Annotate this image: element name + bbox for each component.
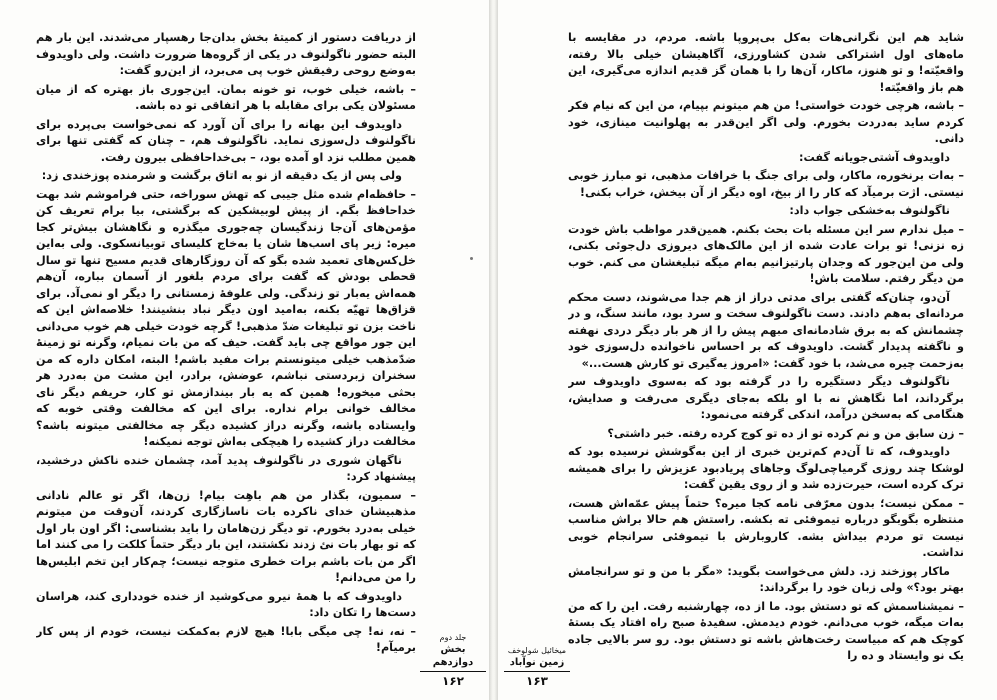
paragraph: ماکار پوزخند زد. دلش می‌خواست بگوید: «مگر با من و تو سرانجامش بهتر بود؟» ولی زبان خود را برگرداند: bbox=[568, 564, 964, 594]
book-gutter bbox=[489, 0, 498, 700]
paragraph: – ممکن نیست؛ بدون معرّفی نامه کجا میره؟ حتماً پیش عمّه‌اش هست، منتظره بگوبگو درباره تیموفئی ته بکشه. راستش هم حالا براش مناسب نیست تو مردم بیداش بشه. کاروبارش با تیموفئی سرانجام خوبی نداشت. bbox=[568, 496, 964, 559]
author-label: میخائیل شولوخف bbox=[507, 646, 567, 655]
paragraph: – نمیشناسمش که تو دستش بود. ما از ده، چهارشنبه رفت. این را که من به‌ات میگه، خوب می‌دانم. خودم دیدمش. سفیدهٔ صبح راه افتاد یک بستهٔ کوچک هم که مبیاست رخت‌هاش باشه تو دستش بود. رو سر بالایی جاده یک نو وایستاد و ده را bbox=[568, 599, 964, 662]
paragraph: – نه، نه! چی میگی بابا! هیچ لازم به‌کمکت نیست، خودم از پس کار برمیآم! bbox=[36, 624, 416, 654]
paragraph: ناگهان شوری در ناگولنوف پدید آمد، چشمان خنده ناکش درخشید، پیشنهاد کرد: bbox=[36, 453, 416, 483]
running-head-rule bbox=[420, 671, 486, 672]
right-page-text bbox=[568, 30, 964, 680]
running-head-rule bbox=[504, 671, 570, 672]
paragraph: – به‌ات برنخوره، ماکار، ولی برای جنگ با خرافات مذهبی، تو مبارز خوبی نیستی. اژت برمیآد که کار را از بیخ، اوه دیگر از آن بیخش، خراب بکنی! bbox=[568, 169, 964, 199]
paragraph: ولی پس از یک دقیقه از نو به اتاق برگشت و شرمنده پوزخندی زد: bbox=[41, 169, 402, 182]
paragraph: داویدوف این بهانه را برای آن آورد که نمی‌خواست بی‌پرده برای ناگولنوف دل‌سوزی نماید. ناگولنوف هم، – چنان که گفتی تنها برای همین مطلب نزد او آمده بود، – بی‌خداحافظی بیرون رفت. bbox=[36, 117, 416, 164]
paragraph: شاید هم این نگرانی‌هات به‌کل بی‌پروپا باشه. مردم، در مقایسه با ماه‌های اول اشتراکی شدن کشاورزی، آگاهیشان خیلی بالا رفته، واقعیّته! و تو هنوز، ماکار، آن‌ها را با همان گز قدیم اندازه می‌گیری، این هم باز واقعیّته! bbox=[568, 31, 964, 94]
paragraph: ناگولنوف دیگر دستگیره را در گرفته بود که به‌سوی داویدوف سر برگرداند، اما نگاهش نه با او بلکه به‌جای دیگری می‌رفت و صدایش، هنگامی که به‌سخن درآمد، اندکی گرفته می‌نمود: bbox=[568, 375, 964, 421]
left-page-number: ۱۶۲ bbox=[442, 674, 464, 688]
paragraph: ناگولنوف به‌خشکی جواب داد: bbox=[789, 204, 950, 217]
section-label: بخش دوازدهم bbox=[432, 644, 474, 668]
right-page-number: ۱۶۳ bbox=[526, 674, 548, 688]
paragraph: – سمیون، بگذار من هم باهِت بیام! زن‌ها، اگر تو عالم نادانی مذهبیشان خدای ناکرده با‌ت ناسازگاری کردند، آن‌وقت من میتونم خیلی به‌درد بخورم. تو دیگر زن‌هامان را باید بشناسی: اگر اون بار اول که تو بهار بات نئ زدند نکشتند، این بار دیگر حتماً کلکت را می کنند اما اگر من با‌ت باشم برات خطری متوجه نیست؛ چم‌کار این تخم ابلیس‌ها را من می‌دانم! bbox=[36, 488, 416, 584]
volume-label: جلد دوم bbox=[439, 633, 467, 642]
right-running-head bbox=[504, 646, 570, 688]
paragraph: داویدوف، که تا آن‌دم کم‌ترین خبری از این به‌گوشش نرسیده بود که لوشکا چند روزی گرمیاچی‌لوگ وجاهای پریادبود عزیزش را برای همیشه ترک کرده است، حیرت‌زده شد و از روی یقین گفت: bbox=[568, 445, 964, 491]
paragraph: از دریافت دستور از کمیتهٔ بخش بدان‌جا رهسپار می‌شدند. این بار هم البته حضور ناگولنوف در یکی از گروه‌ها ضرورت داشت. ولی داویدوف به‌وضع روحی رفیقش خوب پی می‌برد، از این‌رو گفت: bbox=[36, 31, 416, 77]
scan-speck bbox=[470, 257, 473, 260]
paragraph: داویدوف که با همهٔ نیرو می‌کوشید از خنده خودداری کند، هراسان دست‌ها را تکان داد: bbox=[36, 589, 416, 619]
paragraph: – باشه، خیلی خوب، تو خونه بمان. این‌جوری باز بهتره که از میان مسئولان یکی برای مقابله با هر اتفاقی تو ده باشه. bbox=[36, 82, 416, 112]
left-page-text bbox=[36, 30, 416, 680]
paragraph: – حافظه‌ام شده مثل جیبی که تهش سوراخه، حتی فراموشم شد بهت خداحافظ بگم. از پیش لوبیشکین که برگشتی، بیا برام تعریف کن مؤمن‌های آن‌جا زندگیسان چه‌جوری میگذره و نگاهشان بیش‌تر کجا میره: زیر پای اسب‌ها شان یا به‌خاج کلیسای توبیانسکوی. ولی به‌این خل‌کس‌های تعمید شده بگو که آن روزگارهای قدیم مسیح تنها تو سال قحطی بودش که گفت برای مردم بلغور از آسمان بباره، آن‌هم همه‌اش یه‌بار تو زندگی. ولی علوفهٔ زمستانی را دیگر او نمی‌آد. برای قزاق‌ها تهیّه بکنه، به‌امید اون دیگر نباد بنشینند! خلاصه‌اش این که ناخت بزن تو تبلیغات ضدّ مذهبی! گرچه خودت خیلی هم خوب می‌دانی این جور مواقع چی باید گفت. حیف که من بات نمیام، وگرنه تو زمینهٔ ضدّمذهب خیلی میتونستم برات مفید باشم! البته، امکان داره که من سخنران زبردستی نباشم، عوضش، برادر، این مشت من به‌درد هر بحثی میخوره! همین که یه بار بیندازمش تو کار، حریفم دیگر نای مخالف خوانی برام نداره. برای این که مخالفت وقتی خوبه که وایستاده باشه، وگرنه دراز کشیده دیگر چه مخالفتی میتونه باشه؟ مخالفت دراز کشیده را هیچکی به‌اش توجه نمیکنه! bbox=[36, 187, 416, 448]
paragraph: – باشه، هرچی خودت خواستی! من هم میتونم بپیام، من این که نیام فکر کردم ساید به‌دردت بخورم. ولی اگر این‌قدر به پهلوانیت مینازی، خود دانی. bbox=[568, 99, 964, 145]
paragraph: آن‌دو، چنان‌که گفتی برای مدتی دراز از هم جدا می‌شوند، دست محکم مردانه‌ای به‌هم دادند. دست ناگولنوف سخت و سرد بود، مانند سنگ، و در چشمانش که به برق شادمانه‌ای مبهم پیش را از هر بار دیگر دردی نهفته و ناگفته پدیدار گشت. داویدوف که بر احساس ناخوانده دل‌سوزی خود به‌زحمت چیره می‌شد، با خود گفت: «امروز یه‌گیری تو کارش هست...» bbox=[568, 290, 964, 370]
right-page bbox=[498, 0, 997, 700]
left-running-head bbox=[420, 633, 486, 688]
paragraph: – زن سابق من و نم کرده تو از ده تو کوج کرده رفته. خبر داشتی؟ bbox=[607, 426, 964, 440]
paragraph: داویدوف آشتی‌جویانه گفت: bbox=[799, 150, 950, 164]
paragraph: – میل ندارم سر این مسئله بات بحث بکنم. همین‌قدر مواظب باش خودت زه نزنی! تو برات عادت شده از این مالک‌های دیروزی دل‌جوئی بکنی، ولی من این‌جور که وجدان پارتیزانیم به‌ام میگه تبلیغشان می کنم. خوب من دیگر رفتم. سلامت باش! bbox=[568, 222, 964, 285]
left-page bbox=[0, 0, 489, 700]
book-title-label: زمین نوآباد bbox=[509, 657, 565, 668]
